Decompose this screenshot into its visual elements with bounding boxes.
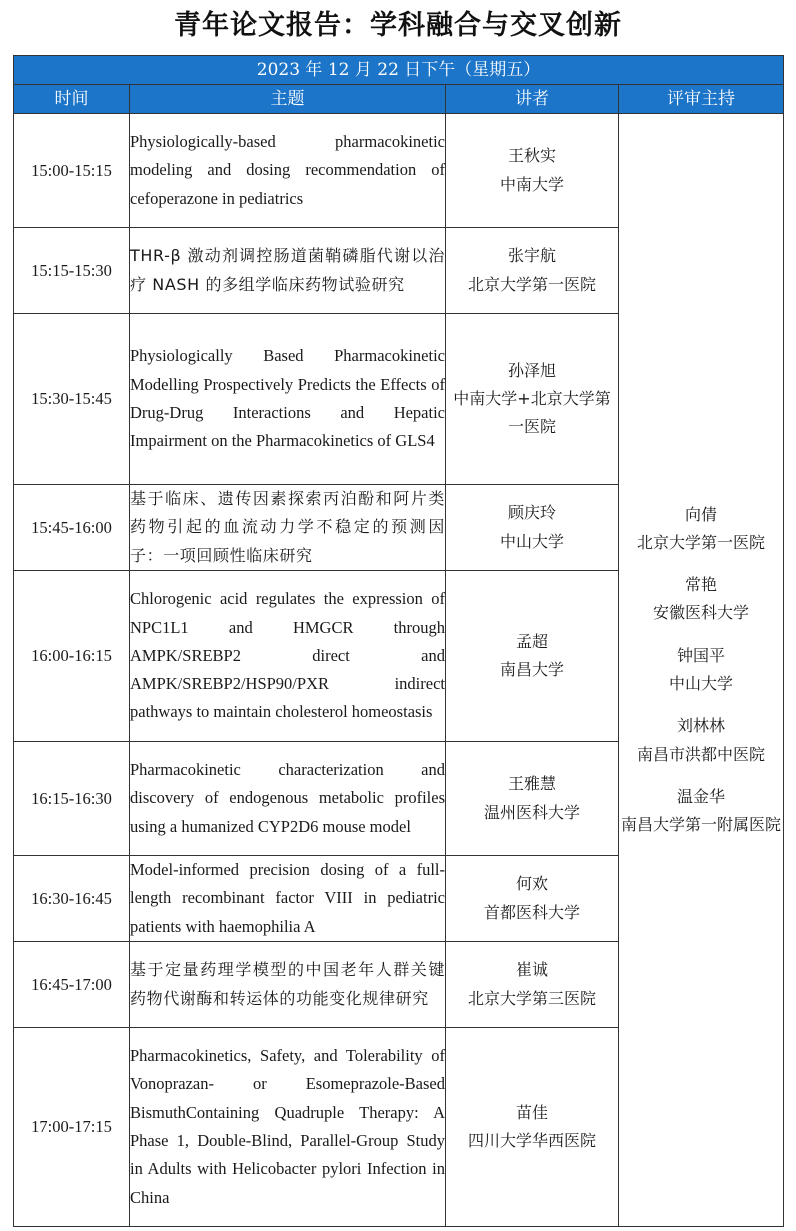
- session-topic: 基于临床、遗传因素探索丙泊酚和阿片类药物引起的血流动力学不稳定的预测因子：一项回顾性临床研究: [130, 485, 446, 571]
- speaker-affiliation: 首都医科大学: [483, 902, 580, 922]
- chair-name: 刘林林: [677, 716, 726, 736]
- chair-name: 钟国平: [677, 645, 726, 665]
- session-topic: THR-β 激动剂调控肠道菌鞘磷脂代谢以治疗 NASH 的多组学临床药物试验研究: [130, 228, 446, 314]
- session-time: 17:00-17:15: [14, 1028, 130, 1227]
- column-header-topic-label: 主题: [270, 89, 305, 109]
- session-time: 15:30-15:45: [14, 314, 130, 485]
- chair-affiliation: 安徽医科大学: [653, 603, 750, 623]
- speaker-name: 顾庆玲: [507, 503, 556, 523]
- speaker-affiliation: 四川大学华西医院: [467, 1131, 596, 1150]
- date-banner-row: [14, 56, 784, 85]
- chair-name: 向倩: [685, 504, 718, 524]
- chair-affiliation: 南昌大学第一附属医院: [621, 815, 782, 835]
- speaker-affiliation: 南昌大学: [499, 660, 564, 679]
- session-time: 16:45-17:00: [14, 942, 130, 1028]
- column-header-time-label: 时间: [54, 89, 89, 109]
- session-speaker: [446, 228, 619, 314]
- speaker-name: 崔诚: [515, 960, 548, 980]
- column-header-speaker-label: 讲者: [515, 89, 549, 109]
- speaker-name: 王雅慧: [507, 774, 556, 794]
- chair-affiliation: 北京大学第一医院: [637, 532, 766, 552]
- speaker-name: 孙泽旭: [507, 360, 556, 380]
- chair-entry: [619, 501, 783, 558]
- chair-entry: [619, 783, 783, 840]
- page-title: 青年论文报告：学科融合与交叉创新: [174, 10, 622, 41]
- speaker-name: 王秋实: [507, 146, 556, 166]
- session-time: 16:00-16:15: [14, 571, 130, 742]
- chair-affiliation: 南昌市洪都中医院: [637, 744, 766, 764]
- chair-entry: [619, 571, 783, 628]
- speaker-affiliation: 中山大学: [499, 531, 564, 551]
- session-time: 15:15-15:30: [14, 228, 130, 314]
- column-header-topic: [130, 85, 446, 114]
- session-topic: Pharmacokinetics, Safety, and Tolerability of Vonoprazan- or Esomeprazole-Based BismuthContaining Quadruple Therapy: A Phase 1, Double-Blind, Parallel-Group Study in Adults with Helicobacter pylori Infection in China: [130, 1028, 446, 1227]
- column-header-chair-label: 评审主持: [667, 89, 736, 109]
- speaker-affiliation: 北京大学第一医院: [467, 274, 596, 294]
- session-speaker: [446, 942, 619, 1028]
- speaker-name: 何欢: [515, 874, 548, 894]
- speaker-affiliation: 中南大学: [499, 174, 564, 194]
- session-topic: Chlorogenic acid regulates the expression of NPC1L1 and HMGCR through AMPK/SREBP2 direct and AMPK/SREBP2/HSP90/PXR indirect pathways to maintain cholesterol homeostasis: [130, 571, 446, 742]
- chair-affiliation: 中山大学: [669, 674, 734, 693]
- date-banner: [14, 56, 784, 85]
- column-header-chair: [619, 85, 784, 114]
- session-time: 15:45-16:00: [14, 485, 130, 571]
- session-time: 16:30-16:45: [14, 856, 130, 942]
- speaker-affiliation: 温州医科大学: [483, 802, 580, 822]
- session-speaker: [446, 114, 619, 228]
- column-header-speaker: [446, 85, 619, 114]
- session-topic: Physiologically Based Pharmacokinetic Modelling Prospectively Predicts the Effects of Drug-Drug Interactions and Hepatic Impairment on the Pharmacokinetics of GLS4: [130, 314, 446, 485]
- chair-name: 常艳: [685, 575, 718, 595]
- session-speaker: [446, 1028, 619, 1227]
- session-speaker: [446, 314, 619, 485]
- speaker-name: 苗佳: [515, 1102, 548, 1122]
- speaker-name: 张宇航: [507, 246, 556, 266]
- schedule-table: [13, 55, 784, 1227]
- session-time: 15:00-15:15: [14, 114, 130, 228]
- session-topic: Model-informed precision dosing of a full-length recombinant factor VIII in pediatric patients with haemophilia A: [130, 856, 446, 942]
- chair-entry: [619, 712, 783, 769]
- chair-entry: [619, 642, 783, 699]
- speaker-affiliation: 中南大学+北京大学第一医院: [453, 388, 611, 437]
- session-speaker: [446, 742, 619, 856]
- chair-panel: [619, 114, 784, 1227]
- session-row: [14, 114, 784, 228]
- session-topic: Pharmacokinetic characterization and discovery of endogenous metabolic profiles using a humanized CYP2D6 mouse model: [130, 742, 446, 856]
- session-speaker: [446, 571, 619, 742]
- date-banner-text: 2023 年 12 月 22 日下午（星期五）: [256, 60, 541, 80]
- session-time: 16:15-16:30: [14, 742, 130, 856]
- column-header-time: [14, 85, 130, 114]
- session-topic: 基于定量药理学模型的中国老年人群关键药物代谢酶和转运体的功能变化规律研究: [130, 942, 446, 1028]
- speaker-affiliation: 北京大学第三医院: [467, 988, 596, 1008]
- column-header-row: [14, 85, 784, 114]
- session-speaker: [446, 856, 619, 942]
- session-topic: Physiologically-based pharmacokinetic modeling and dosing recommendation of cefoperazone in pediatrics: [130, 114, 446, 228]
- session-speaker: [446, 485, 619, 571]
- speaker-name: 孟超: [515, 631, 548, 651]
- chair-name: 温金华: [677, 786, 726, 806]
